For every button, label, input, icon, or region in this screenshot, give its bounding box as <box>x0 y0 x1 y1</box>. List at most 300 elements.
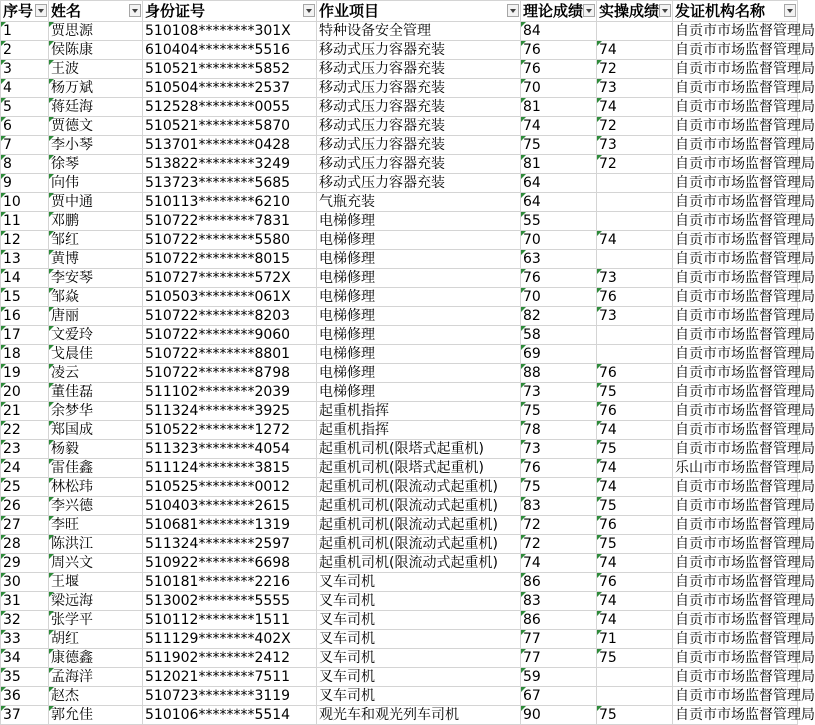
cell-org[interactable]: 自贡市市场监督管理局 <box>673 41 798 60</box>
cell-num[interactable]: 17 <box>1 326 49 345</box>
cell-org[interactable]: 自贡市市场监督管理局 <box>673 98 798 117</box>
cell-project[interactable]: 起重机指挥 <box>317 402 521 421</box>
cell-id[interactable]: 510681********1319 <box>143 516 317 535</box>
cell-org[interactable]: 自贡市市场监督管理局 <box>673 706 798 725</box>
cell-id[interactable]: 510722********5580 <box>143 231 317 250</box>
table-row <box>1 41 798 60</box>
cell-project[interactable]: 移动式压力容器充装 <box>317 136 521 155</box>
cell-project[interactable]: 气瓶充装 <box>317 193 521 212</box>
cell-practice[interactable] <box>597 668 673 687</box>
cell-name[interactable]: 黄博 <box>49 250 143 269</box>
cell-name[interactable]: 蒋廷海 <box>49 98 143 117</box>
filter-dropdown-icon[interactable] <box>507 4 519 17</box>
cell-project[interactable]: 电梯修理 <box>317 307 521 326</box>
cell-name[interactable]: 郭允佳 <box>49 706 143 725</box>
cell-name[interactable]: 余梦华 <box>49 402 143 421</box>
cell-practice[interactable]: 74 <box>597 41 673 60</box>
cell-project[interactable]: 观光车和观光列车司机 <box>317 706 521 725</box>
cell-id[interactable]: 513701********0428 <box>143 136 317 155</box>
cell-num[interactable]: 7 <box>1 136 49 155</box>
cell-practice[interactable]: 74 <box>597 478 673 497</box>
cell-practice[interactable]: 75 <box>597 649 673 668</box>
header-practice-label: 实操成绩 <box>599 2 660 20</box>
cell-org[interactable]: 自贡市市场监督管理局 <box>673 668 798 687</box>
cell-practice[interactable]: 76 <box>597 364 673 383</box>
cell-name[interactable]: 梁远海 <box>49 592 143 611</box>
cell-theory[interactable]: 70 <box>521 288 597 307</box>
cell-theory[interactable]: 82 <box>521 307 597 326</box>
cell-num[interactable]: 4 <box>1 79 49 98</box>
cell-name[interactable]: 雷佳鑫 <box>49 459 143 478</box>
cell-project[interactable]: 移动式压力容器充装 <box>317 174 521 193</box>
cell-theory[interactable]: 75 <box>521 478 597 497</box>
cell-num[interactable]: 32 <box>1 611 49 630</box>
cell-theory[interactable]: 55 <box>521 212 597 231</box>
cell-id[interactable]: 510503********061X <box>143 288 317 307</box>
cell-name[interactable]: 李安琴 <box>49 269 143 288</box>
cell-theory[interactable]: 77 <box>521 649 597 668</box>
cell-id[interactable]: 513822********3249 <box>143 155 317 174</box>
cell-theory[interactable]: 74 <box>521 554 597 573</box>
cell-name[interactable]: 凌云 <box>49 364 143 383</box>
cell-id[interactable]: 511124********3815 <box>143 459 317 478</box>
cell-num[interactable]: 35 <box>1 668 49 687</box>
table-row <box>1 174 798 193</box>
table-row <box>1 98 798 117</box>
cell-project[interactable]: 电梯修理 <box>317 345 521 364</box>
cell-practice[interactable]: 76 <box>597 402 673 421</box>
cell-project[interactable]: 电梯修理 <box>317 231 521 250</box>
cell-org[interactable]: 自贡市市场监督管理局 <box>673 345 798 364</box>
cell-theory[interactable]: 64 <box>521 174 597 193</box>
cell-name[interactable]: 董佳磊 <box>49 383 143 402</box>
cell-theory[interactable]: 64 <box>521 193 597 212</box>
header-row <box>1 1 798 22</box>
cell-name[interactable]: 陈洪江 <box>49 535 143 554</box>
cell-org[interactable]: 自贡市市场监督管理局 <box>673 212 798 231</box>
cell-practice[interactable]: 72 <box>597 60 673 79</box>
cell-name[interactable]: 贾中通 <box>49 193 143 212</box>
cell-id[interactable]: 510722********8015 <box>143 250 317 269</box>
cell-practice[interactable]: 72 <box>597 117 673 136</box>
cell-org[interactable]: 自贡市市场监督管理局 <box>673 421 798 440</box>
cell-theory[interactable]: 72 <box>521 535 597 554</box>
cell-project[interactable]: 特种设备安全管理 <box>317 22 521 41</box>
cell-num[interactable]: 36 <box>1 687 49 706</box>
cell-id[interactable]: 510106********5514 <box>143 706 317 725</box>
table-row <box>1 22 798 41</box>
cell-practice[interactable] <box>597 193 673 212</box>
cell-practice[interactable] <box>597 250 673 269</box>
cell-theory[interactable]: 83 <box>521 497 597 516</box>
cell-theory[interactable]: 76 <box>521 60 597 79</box>
cell-theory[interactable]: 77 <box>521 630 597 649</box>
cell-num[interactable]: 31 <box>1 592 49 611</box>
cell-org[interactable]: 自贡市市场监督管理局 <box>673 402 798 421</box>
cell-name[interactable]: 杨毅 <box>49 440 143 459</box>
cell-project[interactable]: 移动式压力容器充装 <box>317 98 521 117</box>
cell-practice[interactable]: 75 <box>597 535 673 554</box>
cell-project[interactable]: 起重机司机(限塔式起重机) <box>317 459 521 478</box>
cell-org[interactable]: 自贡市市场监督管理局 <box>673 535 798 554</box>
cell-project[interactable]: 移动式压力容器充装 <box>317 41 521 60</box>
cell-id[interactable]: 510723********3119 <box>143 687 317 706</box>
table-row <box>1 535 798 554</box>
table-row <box>1 459 798 478</box>
cell-practice[interactable]: 75 <box>597 497 673 516</box>
cell-id[interactable]: 513002********5555 <box>143 592 317 611</box>
cell-num[interactable]: 2 <box>1 41 49 60</box>
cell-theory[interactable]: 75 <box>521 402 597 421</box>
cell-org[interactable]: 自贡市市场监督管理局 <box>673 573 798 592</box>
cell-practice[interactable]: 74 <box>597 592 673 611</box>
table-row <box>1 193 798 212</box>
cell-practice[interactable] <box>597 174 673 193</box>
cell-theory[interactable]: 84 <box>521 22 597 41</box>
cell-num[interactable]: 23 <box>1 440 49 459</box>
cell-name[interactable]: 孟海洋 <box>49 668 143 687</box>
cell-id[interactable]: 510112********1511 <box>143 611 317 630</box>
cell-practice[interactable]: 75 <box>597 440 673 459</box>
cell-theory[interactable]: 83 <box>521 592 597 611</box>
table-row <box>1 402 798 421</box>
cell-practice[interactable] <box>597 22 673 41</box>
filter-dropdown-icon[interactable] <box>583 4 595 17</box>
cell-id[interactable]: 510722********7831 <box>143 212 317 231</box>
cell-practice[interactable] <box>597 326 673 345</box>
cell-id[interactable]: 511323********4054 <box>143 440 317 459</box>
cell-project[interactable]: 电梯修理 <box>317 212 521 231</box>
cell-org[interactable]: 自贡市市场监督管理局 <box>673 687 798 706</box>
cell-theory[interactable]: 88 <box>521 364 597 383</box>
cell-name[interactable]: 邹焱 <box>49 288 143 307</box>
cell-id[interactable]: 513723********5685 <box>143 174 317 193</box>
cell-id[interactable]: 512528********0055 <box>143 98 317 117</box>
cell-practice[interactable]: 72 <box>597 155 673 174</box>
cell-org[interactable]: 自贡市市场监督管理局 <box>673 231 798 250</box>
cell-id[interactable]: 510525********0012 <box>143 478 317 497</box>
cell-num[interactable]: 19 <box>1 364 49 383</box>
cell-theory[interactable]: 81 <box>521 155 597 174</box>
cell-org[interactable]: 自贡市市场监督管理局 <box>673 193 798 212</box>
cell-name[interactable]: 张学平 <box>49 611 143 630</box>
header-num-label: 序号 <box>3 2 34 20</box>
cell-id[interactable]: 511324********3925 <box>143 402 317 421</box>
cell-theory[interactable]: 78 <box>521 421 597 440</box>
cell-id[interactable]: 511102********2039 <box>143 383 317 402</box>
cell-num[interactable]: 30 <box>1 573 49 592</box>
cell-name[interactable]: 贾思源 <box>49 22 143 41</box>
cell-project[interactable]: 移动式压力容器充装 <box>317 155 521 174</box>
cell-num[interactable]: 13 <box>1 250 49 269</box>
cell-num[interactable]: 24 <box>1 459 49 478</box>
cell-practice[interactable]: 74 <box>597 231 673 250</box>
cell-project[interactable]: 电梯修理 <box>317 269 521 288</box>
cell-org[interactable]: 自贡市市场监督管理局 <box>673 117 798 136</box>
cell-project[interactable]: 起重机指挥 <box>317 421 521 440</box>
cell-org[interactable]: 自贡市市场监督管理局 <box>673 174 798 193</box>
cell-theory[interactable]: 90 <box>521 706 597 725</box>
cell-name[interactable]: 王堰 <box>49 573 143 592</box>
cell-org[interactable]: 自贡市市场监督管理局 <box>673 516 798 535</box>
cell-num[interactable]: 9 <box>1 174 49 193</box>
cell-id[interactable]: 511324********2597 <box>143 535 317 554</box>
header-name[interactable] <box>49 1 143 22</box>
cell-id[interactable]: 512021********7511 <box>143 668 317 687</box>
cell-name[interactable]: 康德鑫 <box>49 649 143 668</box>
cell-theory[interactable]: 69 <box>521 345 597 364</box>
cell-theory[interactable]: 86 <box>521 611 597 630</box>
cell-name[interactable]: 李小琴 <box>49 136 143 155</box>
filter-dropdown-icon[interactable] <box>35 4 47 17</box>
cell-num[interactable]: 1 <box>1 22 49 41</box>
cell-num[interactable]: 16 <box>1 307 49 326</box>
cell-org[interactable]: 自贡市市场监督管理局 <box>673 497 798 516</box>
cell-theory[interactable]: 59 <box>521 668 597 687</box>
header-practice[interactable] <box>597 1 673 22</box>
cell-id[interactable]: 510521********5852 <box>143 60 317 79</box>
cell-org[interactable]: 自贡市市场监督管理局 <box>673 136 798 155</box>
cell-num[interactable]: 37 <box>1 706 49 725</box>
cell-org[interactable]: 自贡市市场监督管理局 <box>673 288 798 307</box>
table-row <box>1 117 798 136</box>
cell-project[interactable]: 起重机司机(限流动式起重机) <box>317 535 521 554</box>
cell-org[interactable]: 自贡市市场监督管理局 <box>673 22 798 41</box>
cell-id[interactable]: 510113********6210 <box>143 193 317 212</box>
cell-num[interactable]: 3 <box>1 60 49 79</box>
cell-num[interactable]: 20 <box>1 383 49 402</box>
cell-theory[interactable]: 76 <box>521 269 597 288</box>
cell-name[interactable]: 邓鹏 <box>49 212 143 231</box>
cell-num[interactable]: 27 <box>1 516 49 535</box>
cell-project[interactable]: 起重机司机(限塔式起重机) <box>317 440 521 459</box>
cell-name[interactable]: 唐丽 <box>49 307 143 326</box>
cell-name[interactable]: 王波 <box>49 60 143 79</box>
cell-name[interactable]: 戈晨佳 <box>49 345 143 364</box>
cell-theory[interactable]: 76 <box>521 459 597 478</box>
cell-num[interactable]: 34 <box>1 649 49 668</box>
cell-practice[interactable]: 74 <box>597 421 673 440</box>
header-theory[interactable] <box>521 1 597 22</box>
cell-id[interactable]: 510403********2615 <box>143 497 317 516</box>
table-row <box>1 136 798 155</box>
cell-project[interactable]: 叉车司机 <box>317 592 521 611</box>
cell-project[interactable]: 起重机司机(限流动式起重机) <box>317 554 521 573</box>
cell-org[interactable]: 自贡市市场监督管理局 <box>673 630 798 649</box>
cell-num[interactable]: 28 <box>1 535 49 554</box>
cell-id[interactable]: 510722********8801 <box>143 345 317 364</box>
cell-practice[interactable] <box>597 212 673 231</box>
cell-project[interactable]: 电梯修理 <box>317 288 521 307</box>
cell-project[interactable]: 移动式压力容器充装 <box>317 60 521 79</box>
cell-org[interactable]: 自贡市市场监督管理局 <box>673 364 798 383</box>
cell-practice[interactable]: 74 <box>597 611 673 630</box>
cell-org[interactable]: 自贡市市场监督管理局 <box>673 440 798 459</box>
cell-name[interactable]: 李旺 <box>49 516 143 535</box>
cell-project[interactable]: 电梯修理 <box>317 383 521 402</box>
cell-name[interactable]: 侯陈康 <box>49 41 143 60</box>
cell-practice[interactable]: 74 <box>597 554 673 573</box>
header-org[interactable] <box>673 1 798 22</box>
cell-num[interactable]: 5 <box>1 98 49 117</box>
cell-theory[interactable]: 67 <box>521 687 597 706</box>
cell-num[interactable]: 8 <box>1 155 49 174</box>
header-project[interactable] <box>317 1 521 22</box>
cell-id[interactable]: 510108********301X <box>143 22 317 41</box>
cell-theory[interactable]: 70 <box>521 231 597 250</box>
cell-practice[interactable]: 73 <box>597 269 673 288</box>
cell-practice[interactable]: 73 <box>597 136 673 155</box>
cell-id[interactable]: 510522********1272 <box>143 421 317 440</box>
cell-org[interactable]: 自贡市市场监督管理局 <box>673 554 798 573</box>
cell-project[interactable]: 起重机司机(限流动式起重机) <box>317 516 521 535</box>
cell-project[interactable]: 起重机司机(限流动式起重机) <box>317 478 521 497</box>
cell-num[interactable]: 22 <box>1 421 49 440</box>
cell-org[interactable]: 自贡市市场监督管理局 <box>673 60 798 79</box>
cell-practice[interactable]: 73 <box>597 79 673 98</box>
cell-num[interactable]: 6 <box>1 117 49 136</box>
cell-name[interactable]: 胡红 <box>49 630 143 649</box>
cell-num[interactable]: 10 <box>1 193 49 212</box>
cell-name[interactable]: 贾德文 <box>49 117 143 136</box>
cell-project[interactable]: 电梯修理 <box>317 250 521 269</box>
cell-id[interactable]: 511129********402X <box>143 630 317 649</box>
cell-num[interactable]: 15 <box>1 288 49 307</box>
filter-dropdown-icon[interactable] <box>659 4 671 17</box>
cell-num[interactable]: 25 <box>1 478 49 497</box>
cell-name[interactable]: 邹红 <box>49 231 143 250</box>
cell-org[interactable]: 自贡市市场监督管理局 <box>673 79 798 98</box>
cell-name[interactable]: 赵杰 <box>49 687 143 706</box>
filter-dropdown-icon[interactable] <box>784 4 796 17</box>
cell-name[interactable]: 林松玮 <box>49 478 143 497</box>
cell-num[interactable]: 14 <box>1 269 49 288</box>
cell-project[interactable]: 移动式压力容器充装 <box>317 117 521 136</box>
cell-id[interactable]: 510722********8798 <box>143 364 317 383</box>
cell-id[interactable]: 510722********8203 <box>143 307 317 326</box>
cell-theory[interactable]: 63 <box>521 250 597 269</box>
cell-project[interactable]: 叉车司机 <box>317 687 521 706</box>
cell-project[interactable]: 移动式压力容器充装 <box>317 79 521 98</box>
cell-project[interactable]: 叉车司机 <box>317 668 521 687</box>
table-row <box>1 592 798 611</box>
cell-name[interactable]: 徐琴 <box>49 155 143 174</box>
cell-org[interactable]: 自贡市市场监督管理局 <box>673 269 798 288</box>
header-name-label: 姓名 <box>51 2 82 20</box>
cell-practice[interactable]: 71 <box>597 630 673 649</box>
table-row <box>1 440 798 459</box>
cell-practice[interactable] <box>597 345 673 364</box>
cell-project[interactable]: 电梯修理 <box>317 364 521 383</box>
cell-id[interactable]: 510722********9060 <box>143 326 317 345</box>
cell-theory[interactable]: 58 <box>521 326 597 345</box>
cell-num[interactable]: 29 <box>1 554 49 573</box>
table-body <box>1 22 815 725</box>
cell-id[interactable]: 510181********2216 <box>143 573 317 592</box>
cell-id[interactable]: 510922********6698 <box>143 554 317 573</box>
cell-name[interactable]: 杨万斌 <box>49 79 143 98</box>
cell-theory[interactable]: 72 <box>521 516 597 535</box>
table-row <box>1 307 798 326</box>
cell-num[interactable]: 18 <box>1 345 49 364</box>
cell-practice[interactable]: 75 <box>597 383 673 402</box>
header-num[interactable] <box>1 1 49 22</box>
cell-project[interactable]: 叉车司机 <box>317 649 521 668</box>
cell-org[interactable]: 自贡市市场监督管理局 <box>673 383 798 402</box>
cell-project[interactable]: 叉车司机 <box>317 573 521 592</box>
cell-id[interactable]: 510504********2537 <box>143 79 317 98</box>
cell-num[interactable]: 11 <box>1 212 49 231</box>
filter-dropdown-icon[interactable] <box>129 4 141 17</box>
cell-practice[interactable]: 75 <box>597 706 673 725</box>
table-row <box>1 269 798 288</box>
cell-practice[interactable]: 76 <box>597 573 673 592</box>
cell-theory[interactable]: 81 <box>521 98 597 117</box>
cell-org[interactable]: 自贡市市场监督管理局 <box>673 307 798 326</box>
cell-project[interactable]: 叉车司机 <box>317 630 521 649</box>
cell-id[interactable]: 511902********2412 <box>143 649 317 668</box>
cell-practice[interactable]: 74 <box>597 459 673 478</box>
cell-name[interactable]: 李兴德 <box>49 497 143 516</box>
cell-id[interactable]: 610404********5516 <box>143 41 317 60</box>
cell-name[interactable]: 向伟 <box>49 174 143 193</box>
cell-org[interactable]: 自贡市市场监督管理局 <box>673 649 798 668</box>
cell-project[interactable]: 起重机司机(限流动式起重机) <box>317 497 521 516</box>
header-org-label: 发证机构名称 <box>675 2 766 20</box>
filter-dropdown-icon[interactable] <box>303 4 315 17</box>
table-row <box>1 60 798 79</box>
table-row <box>1 611 798 630</box>
cell-practice[interactable]: 76 <box>597 288 673 307</box>
cell-id[interactable]: 510521********5870 <box>143 117 317 136</box>
cell-theory[interactable]: 76 <box>521 41 597 60</box>
cell-practice[interactable] <box>597 687 673 706</box>
cell-practice[interactable]: 73 <box>597 307 673 326</box>
cell-project[interactable]: 叉车司机 <box>317 611 521 630</box>
cell-org[interactable]: 自贡市市场监督管理局 <box>673 155 798 174</box>
table-row <box>1 79 798 98</box>
cell-theory[interactable]: 75 <box>521 136 597 155</box>
cell-theory[interactable]: 74 <box>521 117 597 136</box>
table-row <box>1 364 798 383</box>
cell-num[interactable]: 33 <box>1 630 49 649</box>
cell-project[interactable]: 电梯修理 <box>317 326 521 345</box>
cell-name[interactable]: 周兴文 <box>49 554 143 573</box>
header-id[interactable] <box>143 1 317 22</box>
cell-org[interactable]: 自贡市市场监督管理局 <box>673 326 798 345</box>
cell-name[interactable]: 文爱玲 <box>49 326 143 345</box>
cell-name[interactable]: 郑国成 <box>49 421 143 440</box>
cell-theory[interactable]: 70 <box>521 79 597 98</box>
cell-org[interactable]: 自贡市市场监督管理局 <box>673 592 798 611</box>
cell-practice[interactable]: 74 <box>597 98 673 117</box>
cell-org[interactable]: 自贡市市场监督管理局 <box>673 478 798 497</box>
cell-org[interactable]: 自贡市市场监督管理局 <box>673 611 798 630</box>
cell-theory[interactable]: 86 <box>521 573 597 592</box>
cell-theory[interactable]: 73 <box>521 440 597 459</box>
cell-num[interactable]: 21 <box>1 402 49 421</box>
cell-org[interactable]: 自贡市市场监督管理局 <box>673 250 798 269</box>
cell-org[interactable]: 乐山市市场监督管理局 <box>673 459 798 478</box>
cell-num[interactable]: 12 <box>1 231 49 250</box>
cell-id[interactable]: 510727********572X <box>143 269 317 288</box>
header-id-label: 身份证号 <box>145 2 206 20</box>
cell-practice[interactable]: 76 <box>597 516 673 535</box>
cell-theory[interactable]: 73 <box>521 383 597 402</box>
header-theory-label: 理论成绩 <box>523 2 584 20</box>
table-row <box>1 155 798 174</box>
cell-num[interactable]: 26 <box>1 497 49 516</box>
